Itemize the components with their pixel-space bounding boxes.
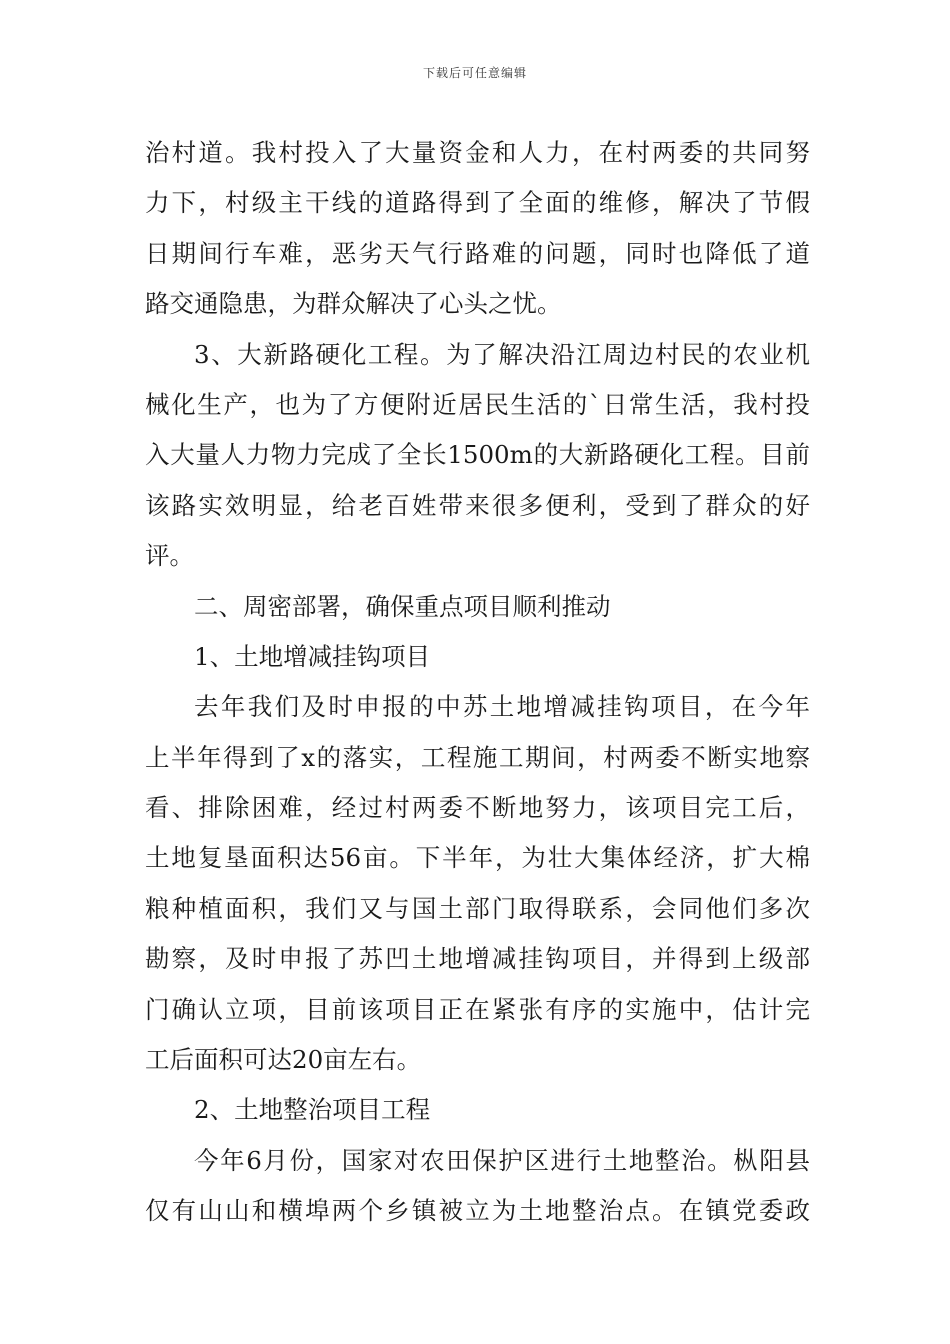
text-line: 二、周密部署，确保重点项目顺利推动 [194,591,611,621]
text-line: 评。 [145,541,194,571]
text-line: 入大量人力物力完成了全长1500m的大新路硬化工程。目前 [145,440,810,470]
text-line: 去年我们及时申报的中苏土地增减挂钩项目，在今年 [194,692,810,722]
text-line: 力下，村级主干线的道路得到了全面的维修，解决了节假 [145,188,810,218]
text-line: 门确认立项，目前该项目正在紧张有序的实施中，估计完 [145,994,810,1024]
text-line: 仅有山山和横埠两个乡镇被立为土地整治点。在镇党委政 [145,1196,810,1226]
body-text [145,128,810,1237]
text-line: 粮种植面积，我们又与国土部门取得联系，会同他们多次 [145,893,810,923]
text-line: 3、大新路硬化工程。为了解决沿江周边村民的农业机 [194,339,810,369]
text-line: 2、土地整治项目工程 [194,1095,431,1125]
text-line: 日期间行车难，恶劣天气行路难的问题，同时也降低了道 [145,238,810,268]
text-line: 械化生产，也为了方便附近居民生活的`日常生活，我村投 [145,389,810,419]
text-line: 工后面积可达20亩左右。 [145,1045,422,1075]
text-line: 1、土地增减挂钩项目 [194,641,431,671]
text-line: 路交通隐患，为群众解决了心头之忧。 [145,289,562,319]
text-line: 该路实效明显，给老百姓带来很多便利，受到了群众的好 [145,490,810,520]
text-line: 今年6月份，国家对农田保护区进行土地整治。枞阳县 [194,1145,810,1175]
text-line: 治村道。我村投入了大量资金和人力，在村两委的共同努 [145,138,810,167]
text-line: 看、排除困难，经过村两委不断地努力，该项目完工后， [145,793,810,823]
text-line: 勘察，及时申报了苏凹土地增减挂钩项目，并得到上级部 [145,944,810,974]
text-line: 上半年得到了x的落实，工程施工期间，村两委不断实地察 [145,742,810,772]
page-header: 下载后可任意编辑 [422,66,527,80]
text-line: 土地复垦面积达56亩。下半年，为壮大集体经济，扩大棉 [145,843,810,873]
